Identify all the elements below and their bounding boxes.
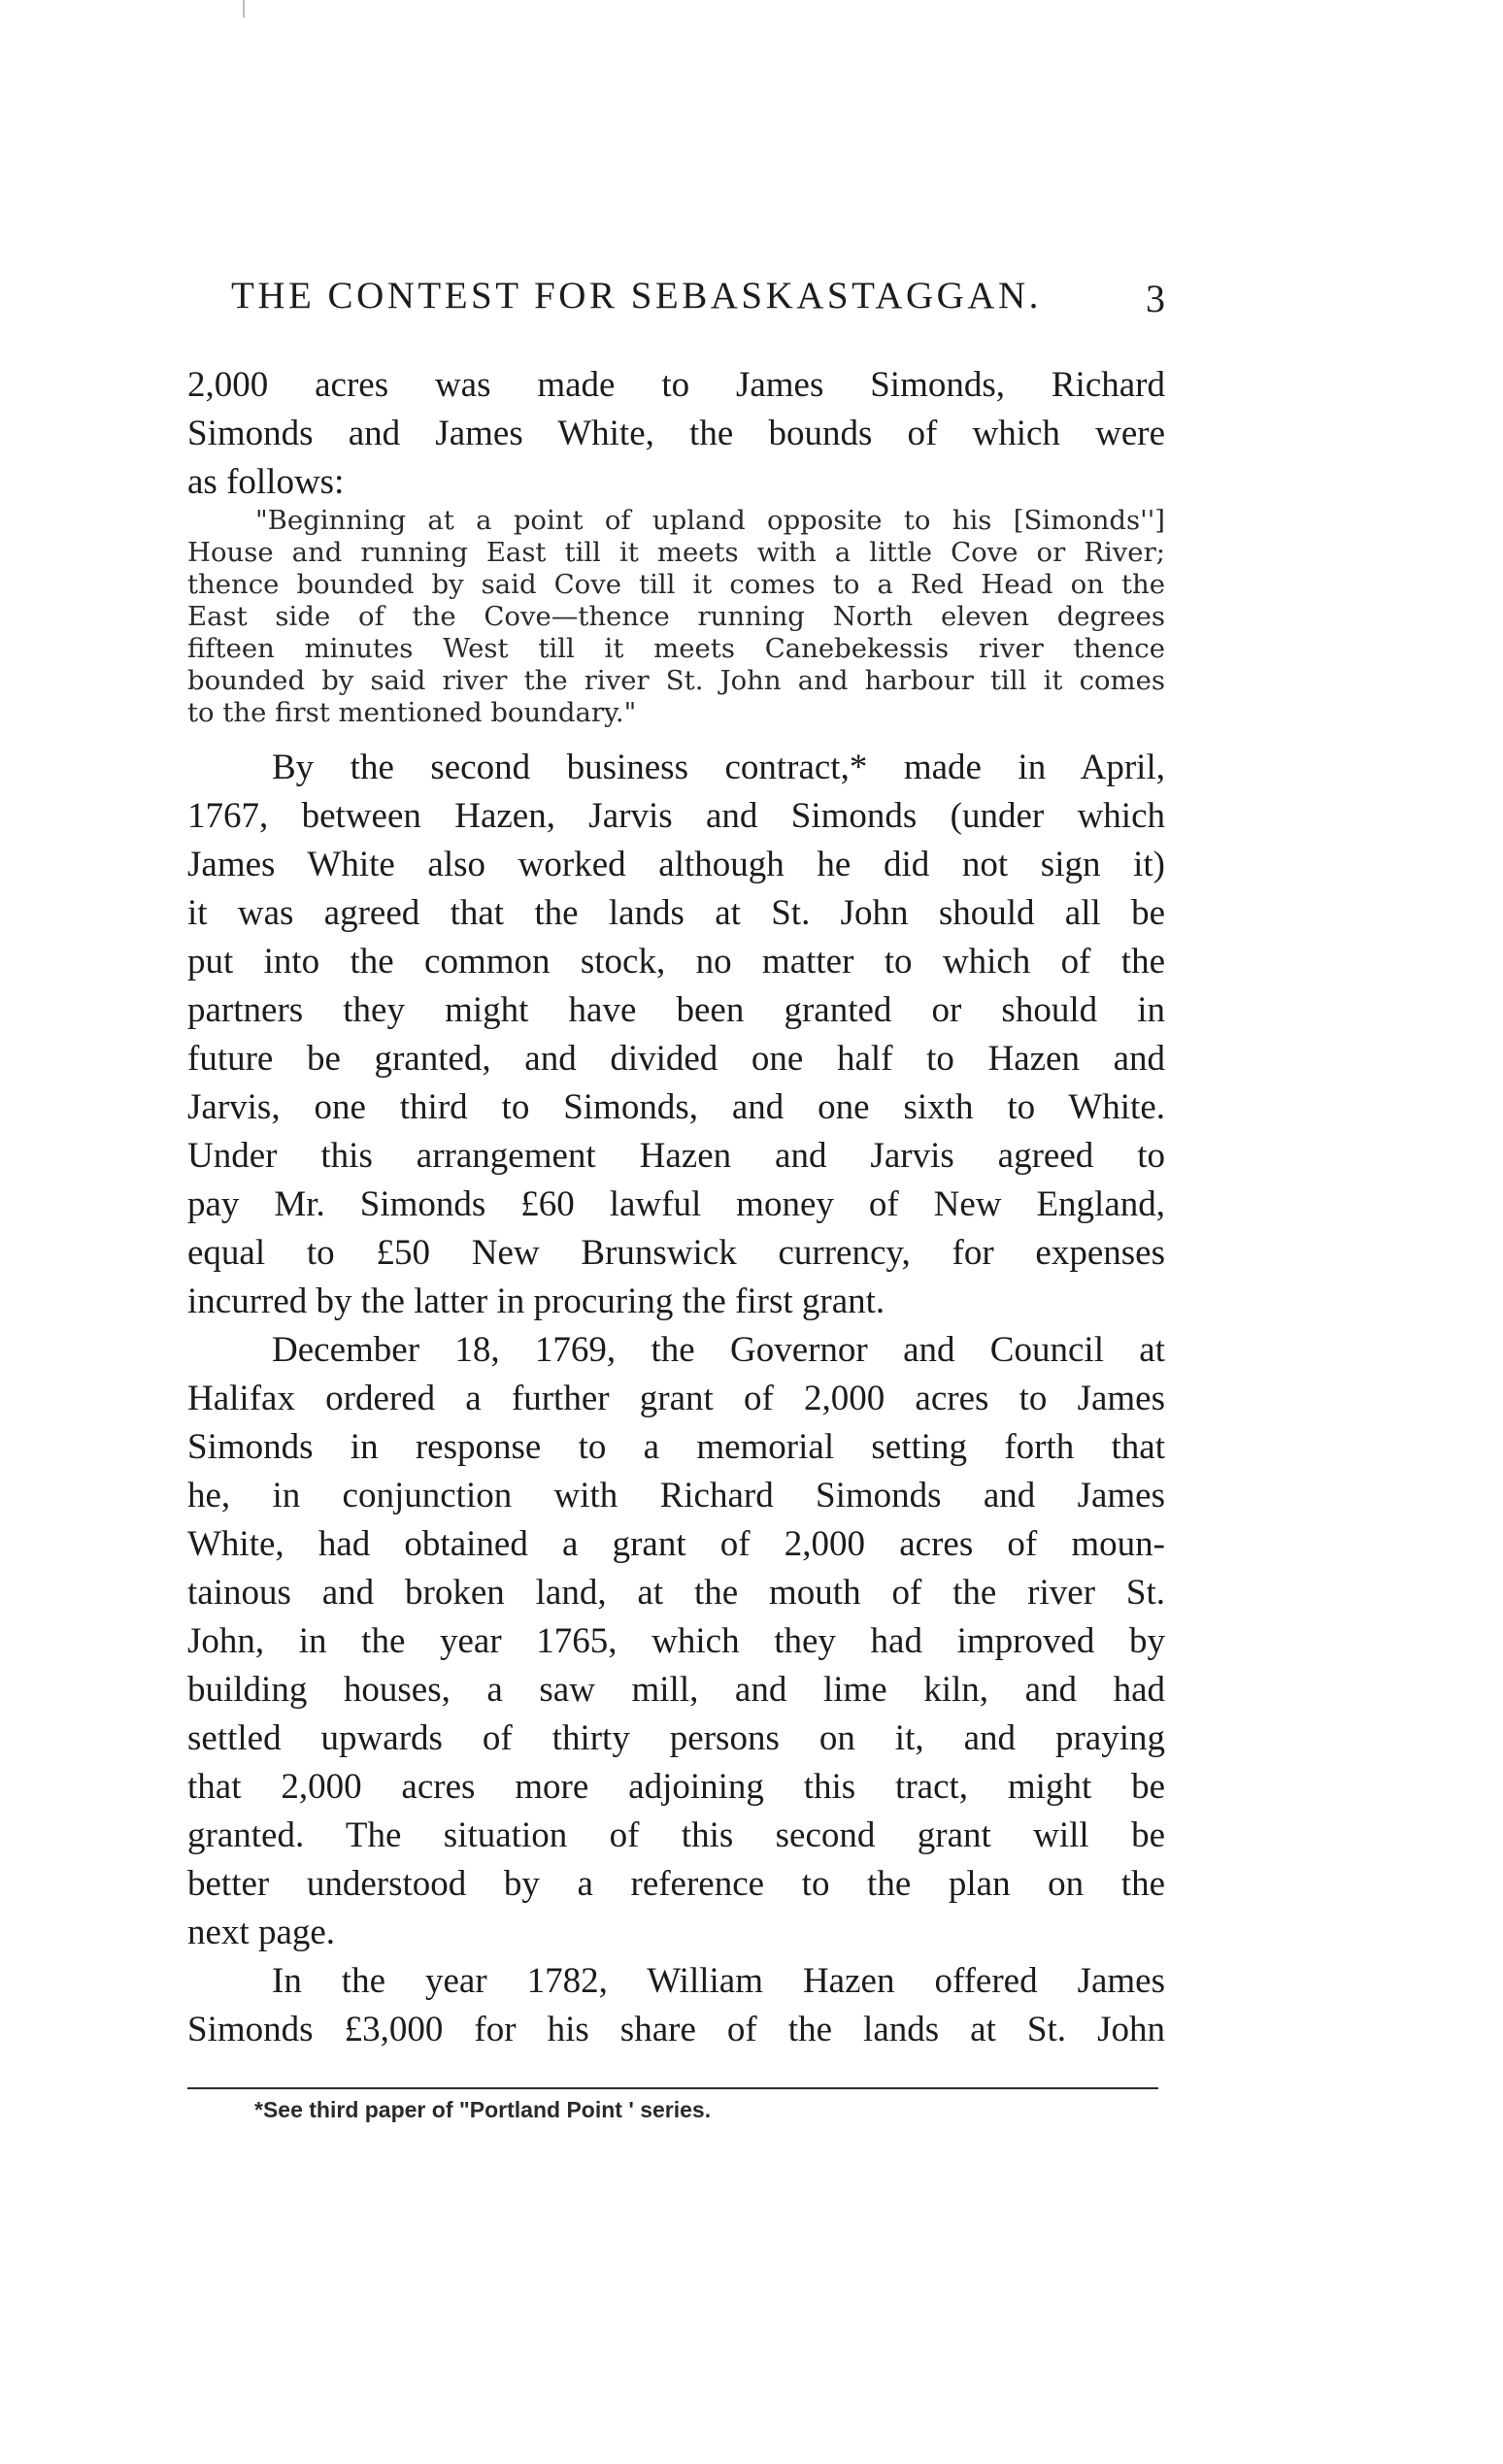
body-line: Jarvis, one third to Simonds, and one sixth to White. bbox=[187, 1087, 1165, 1127]
body-line: Simonds and James White, the bounds of which were bbox=[187, 414, 1165, 453]
body-line: next page. bbox=[187, 1913, 336, 1952]
body-line: it was agreed that the lands at St. John should all be bbox=[187, 893, 1165, 933]
body-line: pay Mr. Simonds £60 lawful money of New England, bbox=[187, 1184, 1165, 1224]
body-line: as follows: bbox=[187, 462, 345, 502]
quote-line: fifteen minutes West till it meets Canebekessis river thence bbox=[187, 633, 1165, 664]
body-line: Halifax ordered a further grant of 2,000 acres to James bbox=[187, 1379, 1165, 1418]
quote-line: to the first mentioned boundary." bbox=[187, 697, 637, 728]
body-line: In the year 1782, William Hazen offered James bbox=[272, 1961, 1165, 2001]
quote-line: East side of the Cove—thence running North eleven degrees bbox=[187, 601, 1165, 632]
body-line: 2,000 acres was made to James Simonds, Richard bbox=[187, 365, 1165, 405]
quote-line: bounded by said river the river St. John and harbour till it comes bbox=[187, 665, 1165, 696]
body-line: put into the common stock, no matter to which of the bbox=[187, 942, 1165, 982]
body-line: James White also worked although he did not sign it) bbox=[187, 845, 1165, 884]
quote-line: thence bounded by said Cove till it comes to a Red Head on the bbox=[187, 569, 1165, 600]
quote-line: House and running East till it meets with a little Cove or River; bbox=[187, 537, 1165, 568]
body-line: building houses, a saw mill, and lime kiln, and had bbox=[187, 1670, 1165, 1710]
body-line: Simonds in response to a memorial setting forth that bbox=[187, 1427, 1165, 1467]
page-number: 3 bbox=[1146, 277, 1165, 320]
running-title: THE CONTEST FOR SEBASKASTAGGAN. bbox=[231, 275, 1042, 316]
footnote: *See third paper of "Portland Point ' series. bbox=[254, 2097, 712, 2122]
body-line: tainous and broken land, at the mouth of the river St. bbox=[187, 1573, 1165, 1613]
body-line: 1767, between Hazen, Jarvis and Simonds (under which bbox=[187, 796, 1165, 836]
body-line: Simonds £3,000 for his share of the lands at St. John bbox=[187, 2010, 1165, 2049]
body-line: White, had obtained a grant of 2,000 acres of moun- bbox=[187, 1524, 1165, 1564]
body-line: By the second business contract,* made in April, bbox=[272, 748, 1165, 787]
body-line: better understood by a reference to the plan on the bbox=[187, 1864, 1165, 1904]
body-line: partners they might have been granted or should in bbox=[187, 990, 1165, 1030]
body-line: future be granted, and divided one half to Hazen and bbox=[187, 1039, 1165, 1079]
body-line: he, in conjunction with Richard Simonds and James bbox=[187, 1476, 1165, 1515]
body-line: equal to £50 New Brunswick currency, for expenses bbox=[187, 1233, 1165, 1273]
scan-mark bbox=[243, 0, 245, 17]
running-head bbox=[187, 274, 1165, 324]
body-line: John, in the year 1765, which they had improved by bbox=[187, 1621, 1165, 1661]
footnote-rule bbox=[187, 2087, 1158, 2089]
body-line: settled upwards of thirty persons on it, and praying bbox=[187, 1718, 1165, 1758]
body-line: granted. The situation of this second grant will be bbox=[187, 1815, 1165, 1855]
quote-line: "Beginning at a point of upland opposite to his [Simonds''] bbox=[255, 505, 1165, 536]
body-line: Under this arrangement Hazen and Jarvis agreed to bbox=[187, 1136, 1165, 1176]
body-line: that 2,000 acres more adjoining this tract, might be bbox=[187, 1767, 1165, 1807]
body-line: December 18, 1769, the Governor and Council at bbox=[272, 1330, 1165, 1370]
body-line: incurred by the latter in procuring the first grant. bbox=[187, 1282, 885, 1321]
